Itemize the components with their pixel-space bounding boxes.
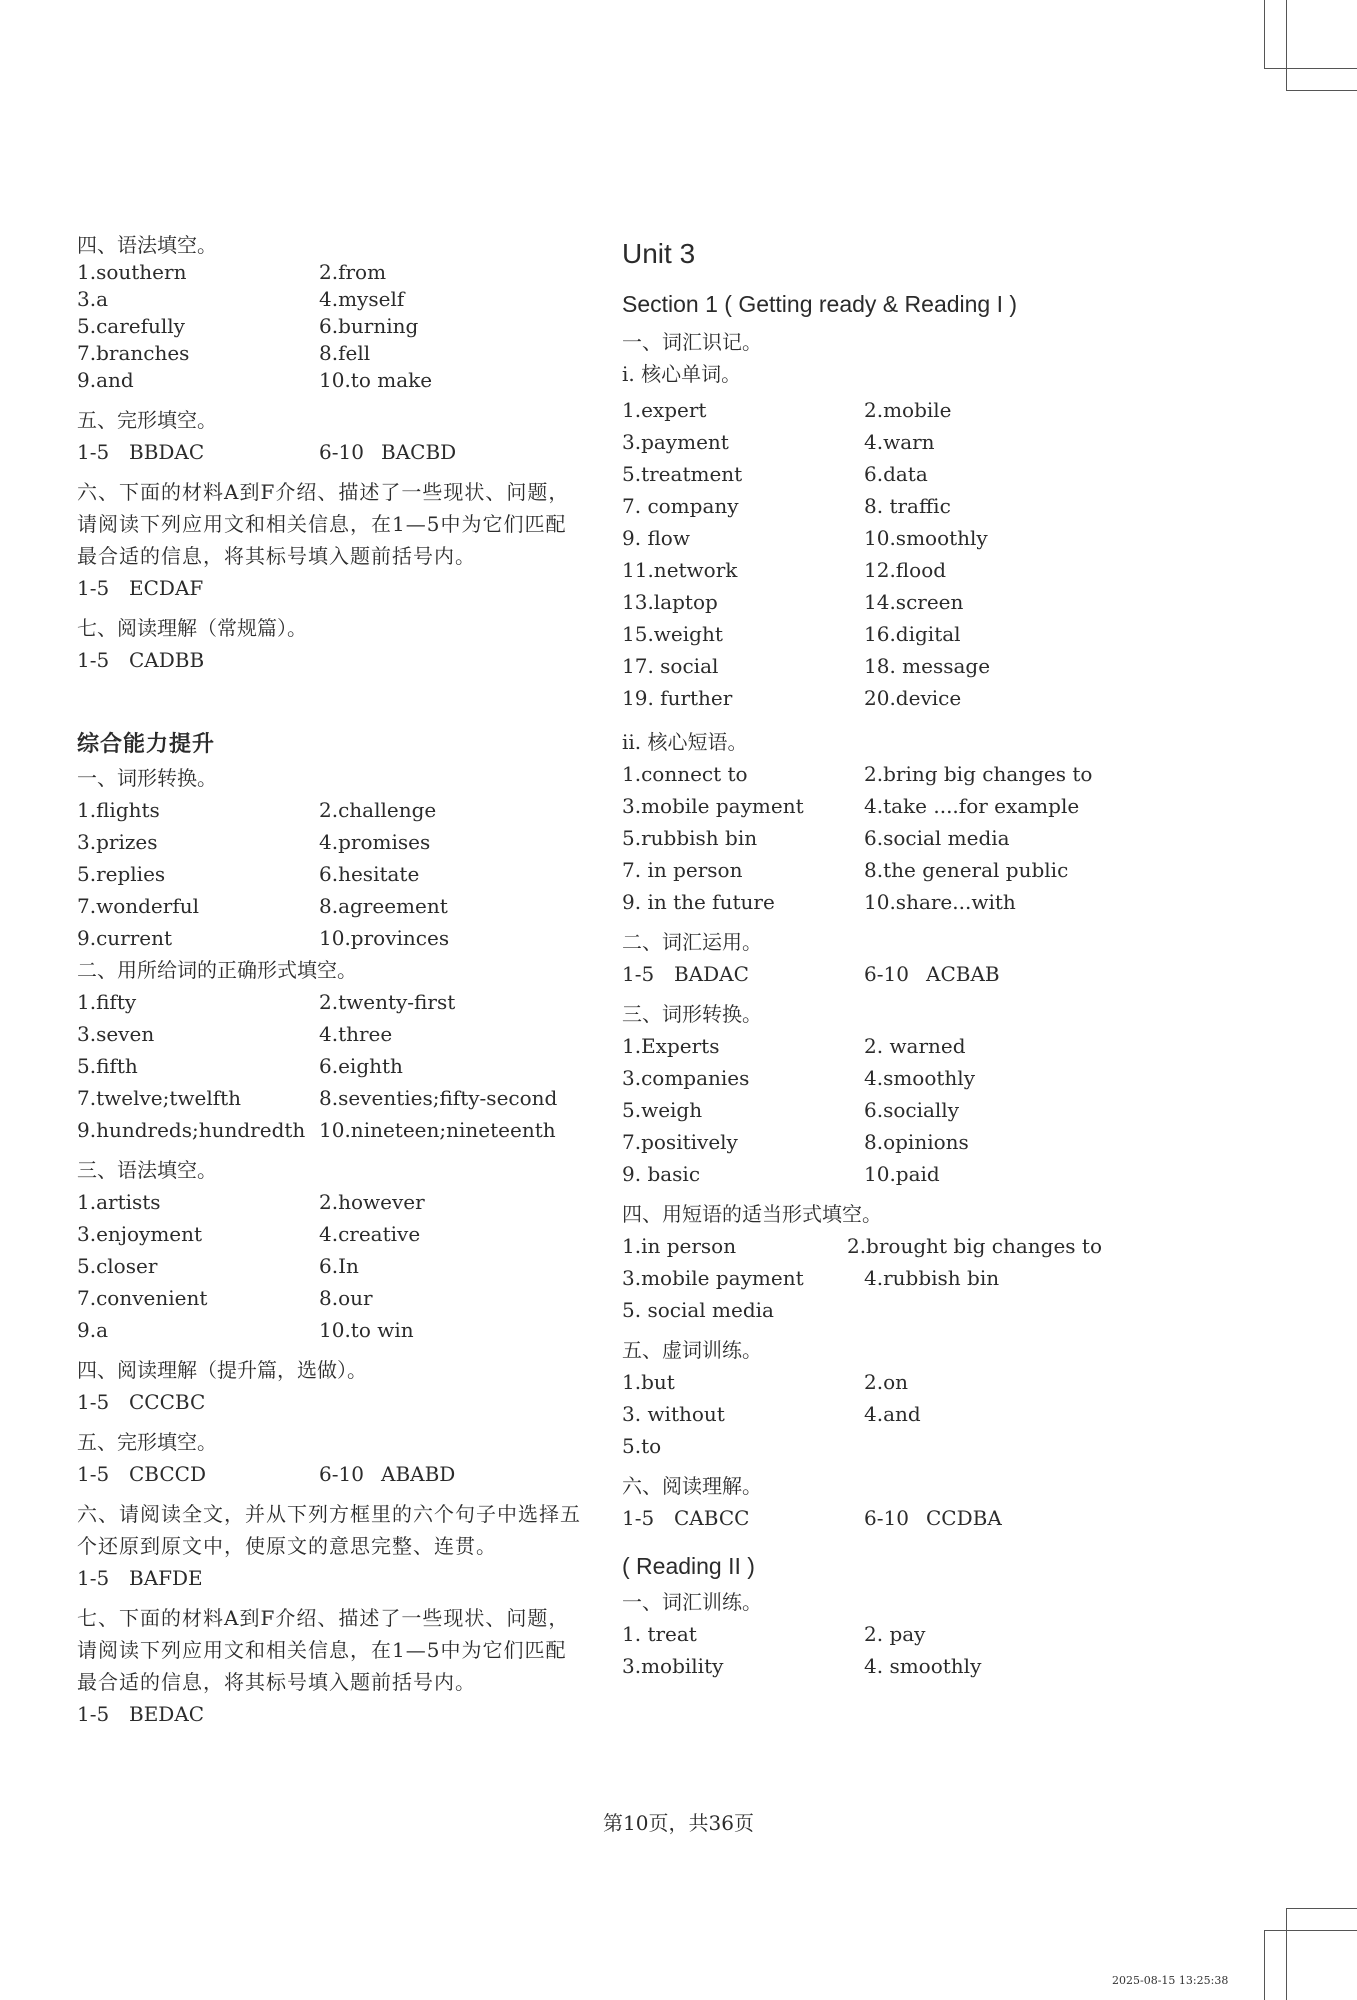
answer-row: 5.rubbish bin 6.social media bbox=[622, 826, 1010, 850]
crop-mark bbox=[1264, 0, 1265, 68]
section-title: Section 1 ( Getting ready & Reading I ) bbox=[622, 291, 1018, 317]
answer-row: 1-5 BADAC 6-10 ACBAB bbox=[622, 962, 1000, 986]
section-heading: 三、语法填空。 bbox=[77, 1158, 217, 1182]
section-heading: 七、阅读理解（常规篇）。 bbox=[77, 616, 307, 640]
section-heading: 五、虚词训练。 bbox=[622, 1338, 762, 1362]
answer-row: 9. in the future 10.share...with bbox=[622, 890, 1016, 914]
answer-row: 1-5 ECDAF bbox=[77, 576, 204, 600]
answer-row: 3.mobile payment 4.take ....for example bbox=[622, 794, 1080, 818]
answer-row: 5.treatment 6.data bbox=[622, 462, 928, 486]
vocab-section bbox=[622, 326, 1102, 918]
crop-mark bbox=[1264, 1930, 1265, 2000]
answer-row: 1.but 2.on bbox=[622, 1370, 909, 1394]
answer-row: 3.companies 4.smoothly bbox=[622, 1066, 976, 1090]
comprehensive-title: 综合能力提升 bbox=[77, 731, 216, 756]
answer-row: 5.replies 6.hesitate bbox=[77, 862, 420, 886]
phrase-fill-section bbox=[622, 1198, 1102, 1326]
answer-row: 1-5 CADBB bbox=[77, 648, 205, 672]
sub-heading: ⅰ. 核心单词。 bbox=[622, 362, 742, 386]
answer-row: 1-5 BEDAC bbox=[77, 1702, 205, 1726]
cloze-section bbox=[77, 404, 597, 468]
answer-row: 9. basic 10.paid bbox=[622, 1162, 940, 1186]
answer-row: 1-5 BAFDE bbox=[77, 1566, 203, 1590]
answer-row: 1. treat 2. pay bbox=[622, 1622, 926, 1646]
section-heading: 一、词汇训练。 bbox=[622, 1590, 762, 1614]
advanced-reading-section bbox=[77, 1354, 597, 1418]
answer-row: 1.fifty 2.twenty-first bbox=[77, 990, 456, 1014]
answer-row: 5.fifth 6.eighth bbox=[77, 1054, 403, 1078]
answer-row: 5.to bbox=[622, 1434, 662, 1458]
answer-row: 5. social media bbox=[622, 1298, 774, 1322]
word-form-section bbox=[622, 998, 1102, 1190]
answer-row: 7. company 8. traffic bbox=[622, 494, 951, 518]
crop-mark bbox=[1264, 1930, 1357, 1931]
answer-row: 9. flow 10.smoothly bbox=[622, 526, 988, 550]
crop-mark bbox=[1286, 90, 1357, 91]
crop-mark bbox=[1286, 1908, 1357, 1909]
answer-row: 15.weight 16.digital bbox=[622, 622, 961, 646]
reading-section bbox=[77, 612, 597, 676]
crop-mark bbox=[1264, 68, 1357, 69]
answer-row: 1-5 CABCC 6-10 CCDBA bbox=[622, 1506, 1002, 1530]
crop-mark bbox=[1286, 0, 1287, 90]
section-heading: 三、词形转换。 bbox=[622, 1002, 762, 1026]
answer-row: 1-5 BBDAC 6-10 BACBD bbox=[77, 440, 457, 464]
answer-row: 9.current 10.provinces bbox=[77, 926, 450, 950]
section-heading: 一、词形转换。 bbox=[77, 766, 217, 790]
answer-row: 1.connect to 2.bring big changes to bbox=[622, 762, 1093, 786]
grammar-fill-section bbox=[77, 232, 597, 394]
left-column bbox=[77, 232, 597, 1730]
answer-row: 9.a 10.to win bbox=[77, 1318, 414, 1342]
section-heading: 四、阅读理解（提升篇，选做）。 bbox=[77, 1358, 367, 1382]
section-heading: 四、语法填空。 bbox=[77, 233, 217, 257]
answer-row: 7.twelve;twelfth 8.seventies;fifty-second bbox=[77, 1086, 558, 1110]
answer-row: 3. without 4.and bbox=[622, 1402, 921, 1426]
vocab-usage-section bbox=[622, 926, 1102, 990]
matching-section bbox=[77, 1602, 597, 1730]
answer-row: 9.hundreds;hundredth 10.nineteen;nineteenth bbox=[77, 1118, 556, 1142]
answer-row: 13.laptop 14.screen bbox=[622, 590, 964, 614]
answer-row: 17. social 18. message bbox=[622, 654, 991, 678]
answer-row: 19. further 20.device bbox=[622, 686, 962, 710]
answer-row: 3.payment 4.warn bbox=[622, 430, 935, 454]
section-heading: 四、用短语的适当形式填空。 bbox=[622, 1202, 882, 1226]
answer-row: 1.Experts 2. warned bbox=[622, 1034, 966, 1058]
answer-row: 5.weigh 6.socially bbox=[622, 1098, 959, 1122]
crop-mark bbox=[1286, 1908, 1287, 2000]
page-number: 第10页，共36页 bbox=[603, 1811, 754, 1835]
reading-section bbox=[622, 1470, 1102, 1534]
answer-row: 7.branches 8.fell bbox=[77, 341, 371, 365]
vocab-training-section bbox=[622, 1586, 1102, 1682]
answer-row: 9.and 10.to make bbox=[77, 368, 433, 392]
matching-section bbox=[77, 476, 597, 604]
answer-row: 5.carefully 6.burning bbox=[77, 314, 419, 338]
answer-row: 1.flights 2.challenge bbox=[77, 798, 437, 822]
answer-row: 3.a 4.myself bbox=[77, 287, 405, 311]
answer-row: 1.southern 2.from bbox=[77, 260, 387, 284]
answer-row: 11.network 12.flood bbox=[622, 558, 947, 582]
section-instruction: 七、下面的材料A到F介绍、描述了一些现状、问题，请阅读下列应用文和相关信息，在1—5中为它们匹配最合适的信息，将其标号填入题前括号内。 bbox=[77, 1606, 570, 1694]
answer-row: 5.closer 6.In bbox=[77, 1254, 359, 1278]
section-heading: 五、完形填空。 bbox=[77, 408, 217, 432]
answer-row: 7.wonderful 8.agreement bbox=[77, 894, 448, 918]
function-word-section bbox=[622, 1334, 1102, 1462]
given-word-section bbox=[77, 954, 597, 1146]
word-form-section bbox=[77, 762, 597, 954]
answer-row: 3.seven 4.three bbox=[77, 1022, 393, 1046]
answer-row: 1-5 CBCCD 6-10 ABABD bbox=[77, 1462, 456, 1486]
section-heading: 一、词汇识记。 bbox=[622, 330, 762, 354]
reading-ii-title: ( Reading II ) bbox=[622, 1553, 755, 1579]
answer-row: 3.mobile payment 4.rubbish bin bbox=[622, 1266, 1000, 1290]
sub-heading: ⅱ. 核心短语。 bbox=[622, 730, 748, 754]
section-heading: 二、用所给词的正确形式填空。 bbox=[77, 958, 357, 982]
answer-row: 3.mobility 4. smoothly bbox=[622, 1654, 982, 1678]
section-instruction: 六、下面的材料A到F介绍、描述了一些现状、问题，请阅读下列应用文和相关信息，在1—5中为它们匹配最合适的信息，将其标号填入题前括号内。 bbox=[77, 480, 570, 568]
answer-row: 7. in person 8.the general public bbox=[622, 858, 1069, 882]
answer-row: 3.prizes 4.promises bbox=[77, 830, 431, 854]
answer-row: 7.positively 8.opinions bbox=[622, 1130, 969, 1154]
answer-row: 1.in person 2.brought big changes to bbox=[622, 1234, 1102, 1258]
answer-row: 1-5 CCCBC bbox=[77, 1390, 206, 1414]
unit-title: Unit 3 bbox=[622, 238, 696, 269]
answer-row: 1.artists 2.however bbox=[77, 1190, 425, 1214]
timestamp: 2025-08-15 13:25:38 bbox=[1112, 1974, 1229, 1987]
cloze-section bbox=[77, 1426, 597, 1490]
answer-row: 1.expert 2.mobile bbox=[622, 398, 952, 422]
section-heading: 五、完形填空。 bbox=[77, 1430, 217, 1454]
section-instruction: 六、请阅读全文，并从下列方框里的六个句子中选择五个还原到原文中，使原文的意思完整、连贯。 bbox=[77, 1502, 581, 1558]
grammar-section bbox=[77, 1154, 597, 1346]
sentence-fill-section bbox=[77, 1498, 597, 1594]
answer-row: 3.enjoyment 4.creative bbox=[77, 1222, 421, 1246]
section-heading: 六、阅读理解。 bbox=[622, 1474, 762, 1498]
answer-row: 7.convenient 8.our bbox=[77, 1286, 373, 1310]
section-heading: 二、词汇运用。 bbox=[622, 930, 762, 954]
right-column bbox=[622, 232, 1102, 1682]
